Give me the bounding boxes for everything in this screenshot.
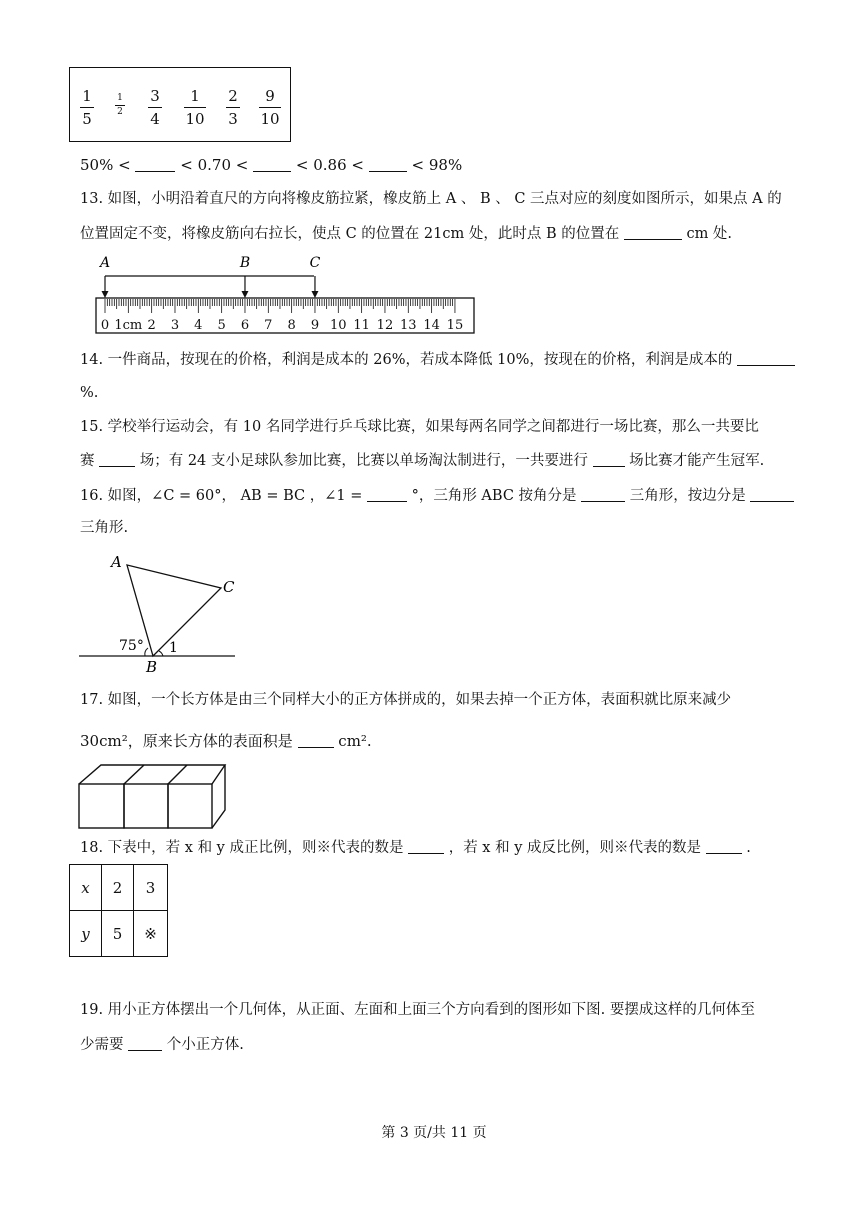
- table-cell: 3: [134, 865, 168, 911]
- cube-front-1: [79, 784, 124, 828]
- answer-blank[interactable]: [581, 487, 625, 502]
- angle-75-arc: [145, 648, 148, 656]
- ruler-tick-label: 6: [240, 318, 250, 333]
- answer-blank[interactable]: [624, 225, 682, 240]
- q13-line-1: 13. 如图，小明沿着直尺的方向将橡皮筋拉紧，橡皮筋上 A 、 B 、 C 三点对应的刻度如图所示，如果点 A 的: [80, 191, 782, 207]
- ruler-tick-label: 10: [330, 318, 347, 333]
- q14-line-1: 14. 一件商品，按现在的价格，利润是成本的 26%，若成本降低 10%，按现在的价格，利润是成本的: [80, 350, 795, 370]
- vertex-a-label: A: [111, 553, 122, 571]
- answer-blank[interactable]: [408, 839, 444, 854]
- cuboid-top-face: [79, 765, 225, 784]
- fraction-box: [69, 67, 291, 142]
- ruler-tick-label: 9: [310, 318, 320, 333]
- ruler-tick-label: 0: [100, 318, 110, 333]
- table-cell: ※: [134, 911, 168, 957]
- ruler-tick-label: 12: [376, 318, 394, 333]
- q19-line-2: 少需要 个小正方体.: [80, 1037, 244, 1053]
- ruler-tick-label: 1cm: [114, 318, 143, 333]
- q19-line-1: 19. 用小正方体摆出一个几何体，从正面、左面和上面三个方向看到的图形如下图. 要摆成这样的几何体至: [80, 1002, 755, 1018]
- answer-blank[interactable]: [737, 351, 795, 366]
- cube-front-3: [168, 784, 212, 828]
- fraction-2: 1 2: [115, 93, 125, 118]
- ruler-tick-label: 14: [423, 318, 440, 333]
- table-row: [70, 865, 168, 911]
- answer-blank[interactable]: [253, 157, 291, 172]
- angle-1-arc: [159, 651, 163, 656]
- point-label: A: [99, 255, 111, 271]
- ruler-tick-label: 3: [170, 318, 180, 333]
- fraction-4: 1 10: [185, 87, 205, 128]
- answer-blank[interactable]: [593, 452, 625, 467]
- answer-blank[interactable]: [369, 157, 407, 172]
- fraction-6: 9 10: [260, 87, 280, 128]
- angle-1-label: 1: [169, 640, 178, 656]
- ruler-tick-label: 15: [446, 318, 464, 333]
- ruler-tick-label: 7: [264, 318, 273, 333]
- q17-line-2: 30cm²，原来长方体的表面积是 cm².: [80, 732, 372, 750]
- q16-line-2: 三角形.: [80, 520, 129, 536]
- q13-line-2: 位置固定不变，将橡皮筋向右拉长，使点 C 的位置在 21cm 处，此时点 B 的位置在 cm 处.: [80, 226, 733, 242]
- answer-blank[interactable]: [706, 839, 742, 854]
- page-footer: 第 3 页/共 11 页: [381, 1125, 487, 1141]
- ruler-tick-label: 5: [217, 318, 226, 333]
- xy-table: [69, 864, 168, 957]
- table-cell: y: [70, 911, 102, 957]
- q16-line-1: 16. 如图，∠C = 60°， AB = BC ，∠1 = °，三角形 ABC 按角分是 三角形，按边分是: [80, 486, 794, 506]
- angle-75-label: 75°: [119, 638, 144, 654]
- fraction-1: 1 5: [80, 86, 94, 129]
- table-cell: 2: [102, 865, 134, 911]
- ruler-tick-label: 8: [287, 318, 296, 333]
- table-cell: 5: [102, 911, 134, 957]
- fraction-5: 2 3: [226, 86, 240, 129]
- ruler-tick-label: 13: [400, 318, 417, 333]
- table-row: [70, 911, 168, 957]
- answer-blank[interactable]: [298, 733, 334, 748]
- answer-blank[interactable]: [750, 487, 794, 502]
- q14-line-2: %.: [80, 385, 99, 401]
- point-label: B: [239, 255, 251, 271]
- ruler-tick-label: 2: [147, 318, 156, 333]
- cuboid-figure: [75, 762, 235, 832]
- q18-line-1: 18. 下表中，若 x 和 y 成正比例，则※代表的数是 ，若 x 和 y 成反比例，则※代表的数是 .: [80, 840, 751, 856]
- q17-line-1: 17. 如图，一个长方体是由三个同样大小的正方体拼成的，如果去掉一个正方体，表面积就比原来减少: [80, 692, 732, 708]
- table-cell: x: [70, 865, 102, 911]
- answer-blank[interactable]: [128, 1036, 162, 1051]
- ruler-figure: [90, 252, 480, 338]
- q12-inequality: 50% < < 0.70 < < 0.86 < < 98%: [80, 156, 463, 174]
- vertex-c-label: C: [223, 578, 235, 596]
- answer-blank[interactable]: [367, 487, 407, 502]
- cube-front-2: [124, 784, 168, 828]
- triangle-figure: [75, 550, 245, 675]
- q15-line-1: 15. 学校举行运动会，有 10 名同学进行乒乓球比赛，如果每两名同学之间都进行一场比赛，那么一共要比: [80, 419, 759, 435]
- q15-line-2: 赛 场；有 24 支小足球队参加比赛，比赛以单场淘汰制进行，一共要进行 场比赛才能产生冠军.: [80, 453, 765, 469]
- answer-blank[interactable]: [135, 157, 175, 172]
- point-label: C: [309, 255, 321, 271]
- ruler-tick-label: 11: [353, 318, 370, 333]
- fraction-3: 3 4: [148, 86, 162, 129]
- ruler-tick-label: 4: [194, 318, 203, 333]
- answer-blank[interactable]: [99, 452, 135, 467]
- vertex-b-label: B: [146, 658, 158, 675]
